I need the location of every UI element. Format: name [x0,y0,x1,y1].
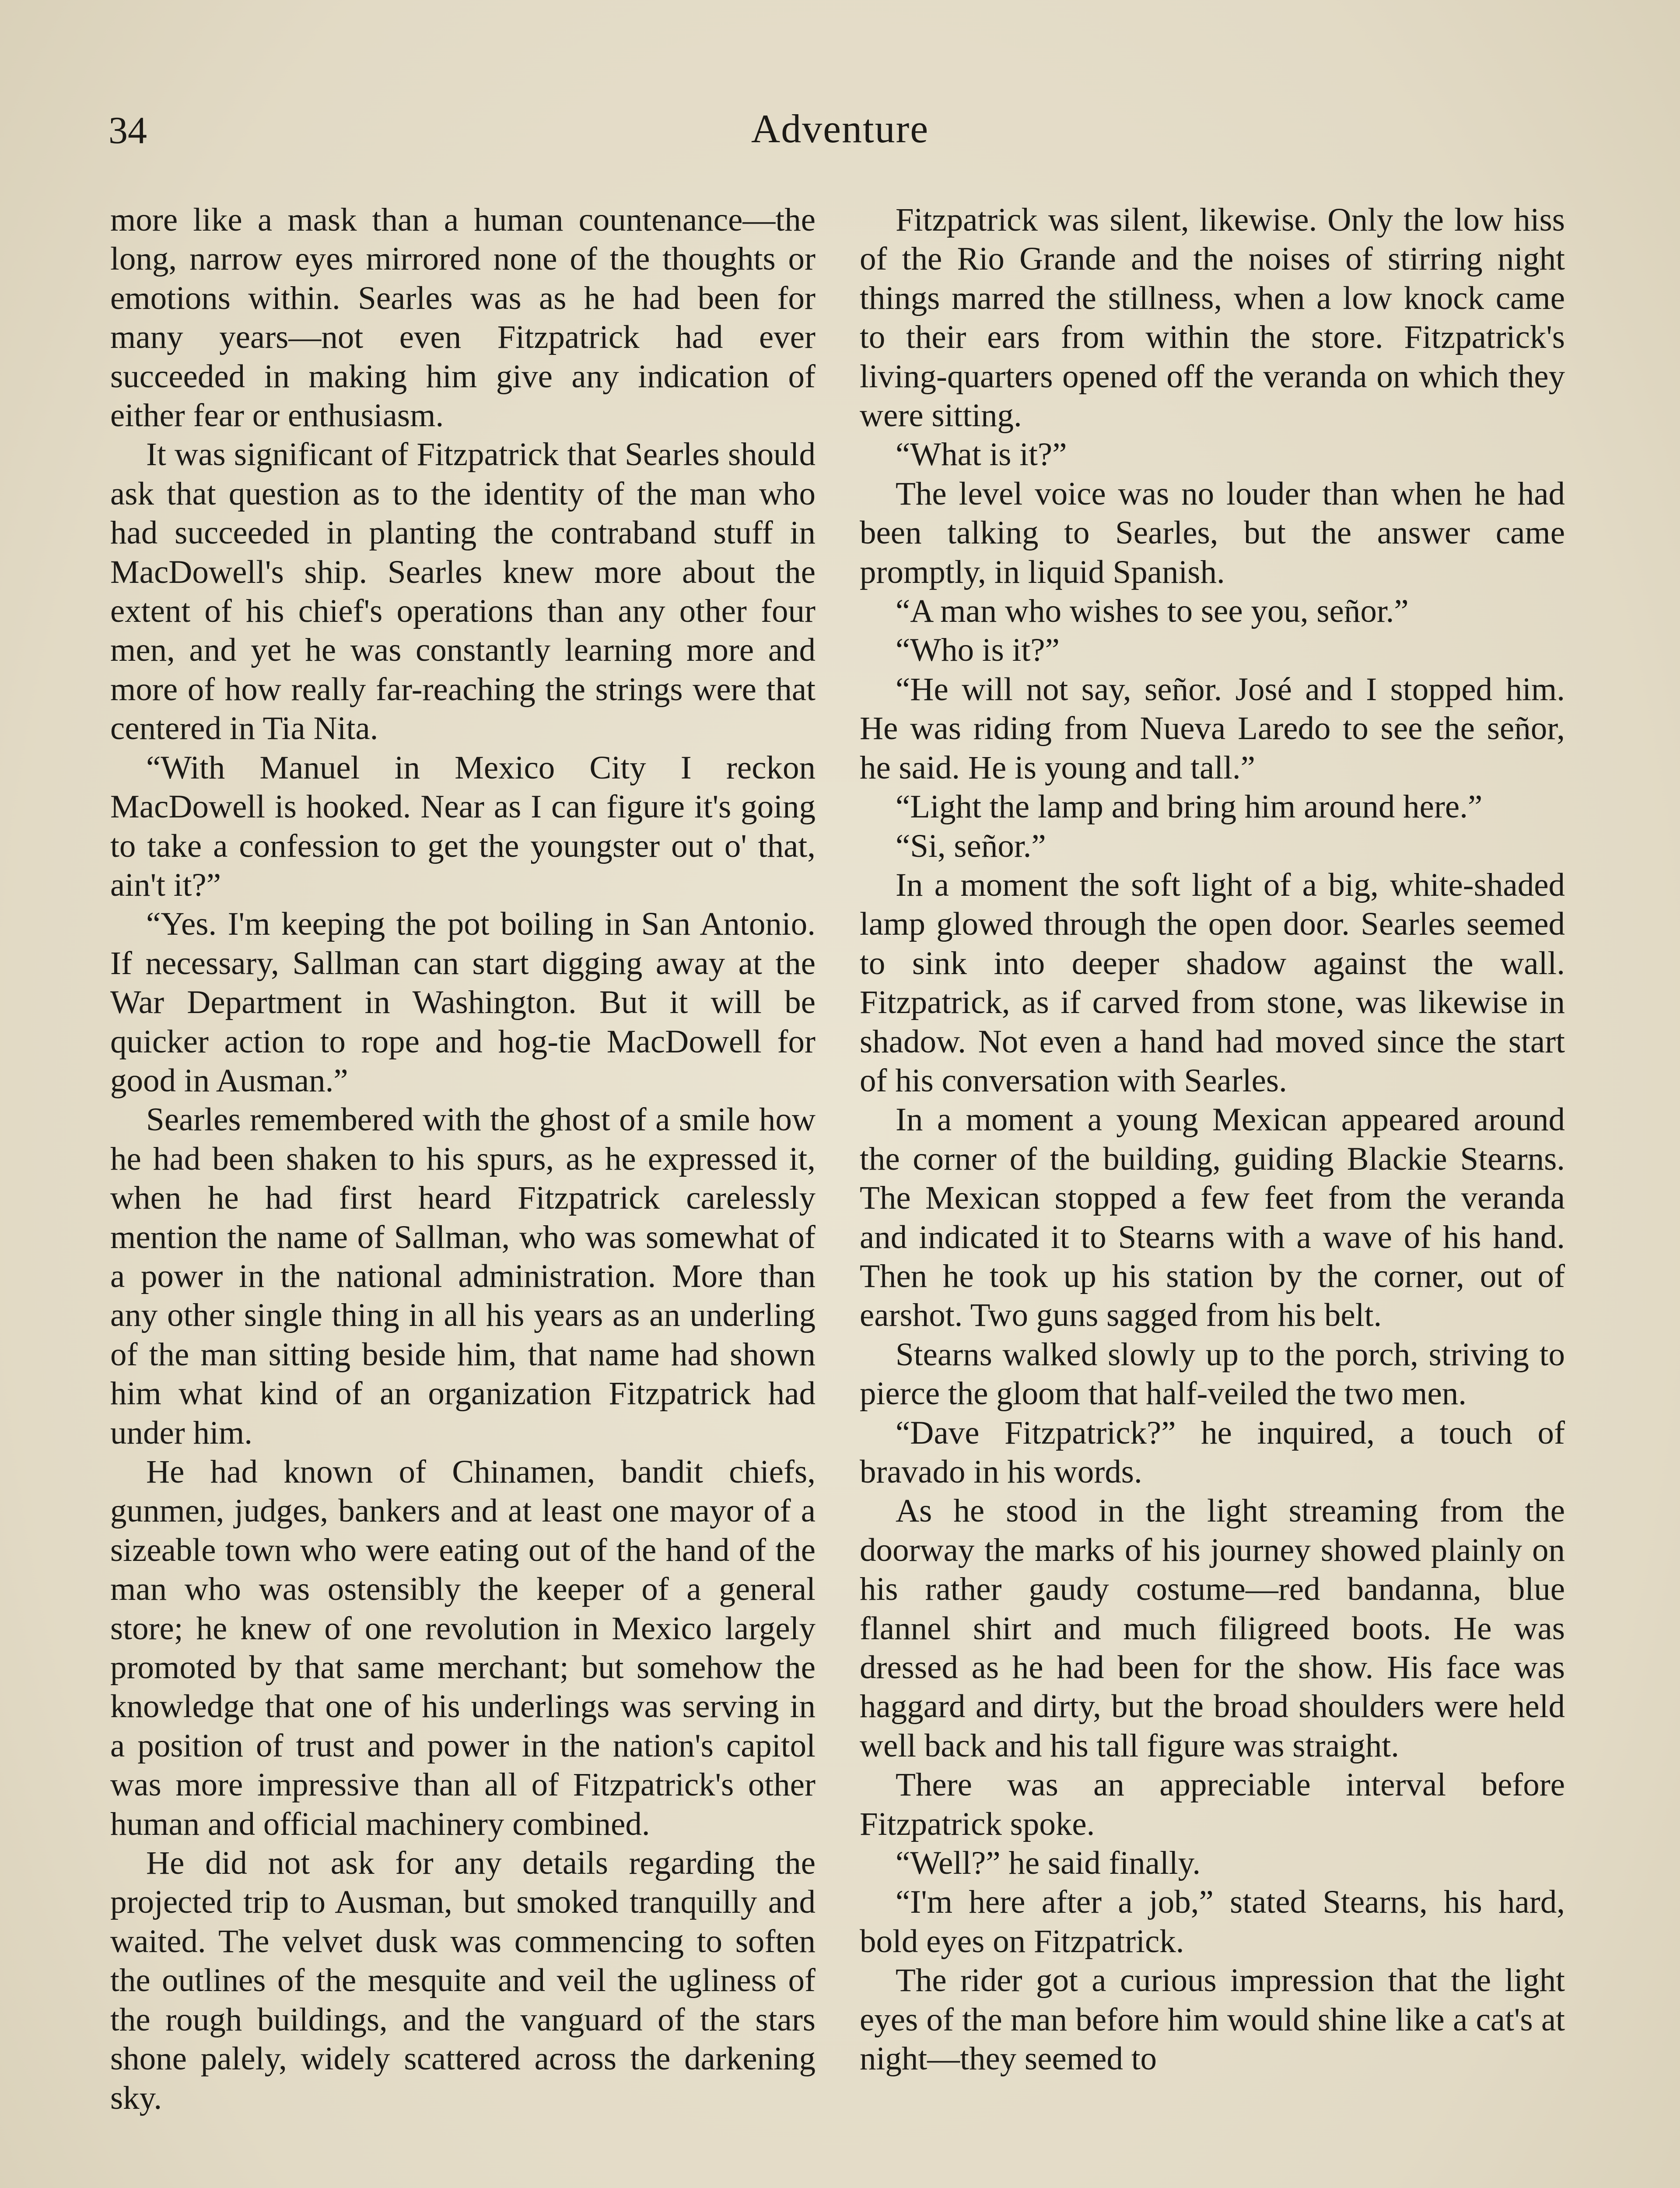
paragraph: There was an appreciable interval before Fitzpatrick spoke. [860,1767,1565,1842]
paragraph: He did not ask for any details regarding the projected trip to Ausman, but smoked tranquilly and waited. The velvet dusk was commencing to soften the outlines of the mesquite and veil the ugliness of the rough buildings, and the vanguard of the stars shone palely, widely scattered across the darkening sky. [110,1845,816,2116]
paragraph: “What is it?” [896,436,1067,473]
page-number: 34 [108,109,147,152]
running-title: Adventure [751,106,929,151]
paragraph: As he stood in the light streaming from the doorway the marks of his journey showed plainly on his rather gaudy costume—red bandanna, blue flannel shirt and much filigreed boots. He was dressed as he had been for the show. His face was haggard and dirty, but the broad shoulders were held well back and his tall figure was straight. [860,1493,1565,1764]
paragraph: In a moment the soft light of a big, white-shaded lamp glowed through the open door. Searles seemed to sink into deeper shadow against the wall. Fitzpatrick, as if carved from stone, was likewise in shadow. Not even a hand had moved since the start of his conversation with Searles. [860,866,1565,1099]
paragraph: He had known of Chinamen, bandit chiefs, gunmen, judges, bankers and at least one mayor of a sizeable town who were eating out of the hand of the man who was ostensibly the keeper of a general store; he knew of one revolution in Mexico largely promoted by that same merchant; but somehow the knowledge that one of his underlings was serving in a position of trust and power in the nation's capitol was more impressive than all of Fitzpatrick's other human and official machinery combined. [110,1454,816,1842]
paragraph: It was significant of Fitzpatrick that Searles should ask that question as to the identity of the man who had succeeded in planting the contraband stuff in MacDowell's ship. Searles knew more about the extent of his chief's operations than any other four men, and yet he was constantly learning more and more of how really far-reaching the strings were that centered in Tia Nita. [110,436,816,747]
paragraph: “Who is it?” [896,632,1060,669]
paragraph: In a moment a young Mexican appeared around the corner of the building, guiding Blackie Stearns. The Mexican stopped a few feet from the veranda and indicated it to Stearns with a wave of his hand. Then he took up his station by the corner, out of earshot. Two guns sagged from his belt. [860,1101,1565,1334]
paragraph: The rider got a curious impression that the light eyes of the man before him would shine like a cat's at night—they seemed to [860,1962,1565,2077]
paragraph: “Light the lamp and bring him around here.” [896,789,1483,825]
paragraph: “I'm here after a job,” stated Stearns, his hard, bold eyes on Fitzpatrick. [860,1884,1565,1960]
paragraph: “Dave Fitzpatrick?” he inquired, a touch of bravado in his words. [860,1414,1565,1490]
paragraph: “Si, señor.” [896,828,1046,864]
paragraph: Fitzpatrick was silent, likewise. Only the low hiss of the Rio Grande and the noises of stirring night things marred the stillness, when a low knock came to their ears from within the store. Fitzpatrick's living-quarters opened off the veranda on which they were sitting. [860,202,1565,434]
paragraph: “With Manuel in Mexico City I reckon MacDowell is hooked. Near as I can figure it's going to take a confession to get the youngster out o' that, ain't it?” [110,749,816,903]
paragraph: Searles remembered with the ghost of a smile how he had been shaken to his spurs, as he expressed it, when he had first heard Fitzpatrick carelessly mention the name of Sallman, who was somewhat of a power in the national administration. More than any other single thing in all his years as an underling of the man sitting beside him, that name had shown him what kind of an organization Fitzpatrick had under him. [110,1101,816,1451]
right-column [860,200,1565,2079]
left-column [110,200,816,2118]
paragraph: “Yes. I'm keeping the pot boiling in San Antonio. If necessary, Sallman can start digging away at the War Department in Washington. But it will be quicker action to rope and hog-tie MacDowell for good in Ausman.” [110,906,816,1099]
paragraph: The level voice was no louder than when he had been talking to Searles, but the answer came promptly, in liquid Spanish. [860,475,1565,590]
paragraph: “A man who wishes to see you, señor.” [896,593,1409,630]
paragraph: “He will not say, señor. José and I stopped him. He was riding from Nueva Laredo to see the señor, he said. He is young and tall.” [860,671,1565,786]
paragraph: Stearns walked slowly up to the porch, striving to pierce the gloom that half-veiled the two men. [860,1336,1565,1412]
paragraph: “Well?” he said finally. [896,1845,1201,1882]
paragraph: more like a mask than a human countenance—the long, narrow eyes mirrored none of the thoughts or emotions within. Searles was as he had been for many years—not even Fitzpatrick had ever succeeded in making him give any indication of either fear or enthusiasm. [110,202,816,434]
